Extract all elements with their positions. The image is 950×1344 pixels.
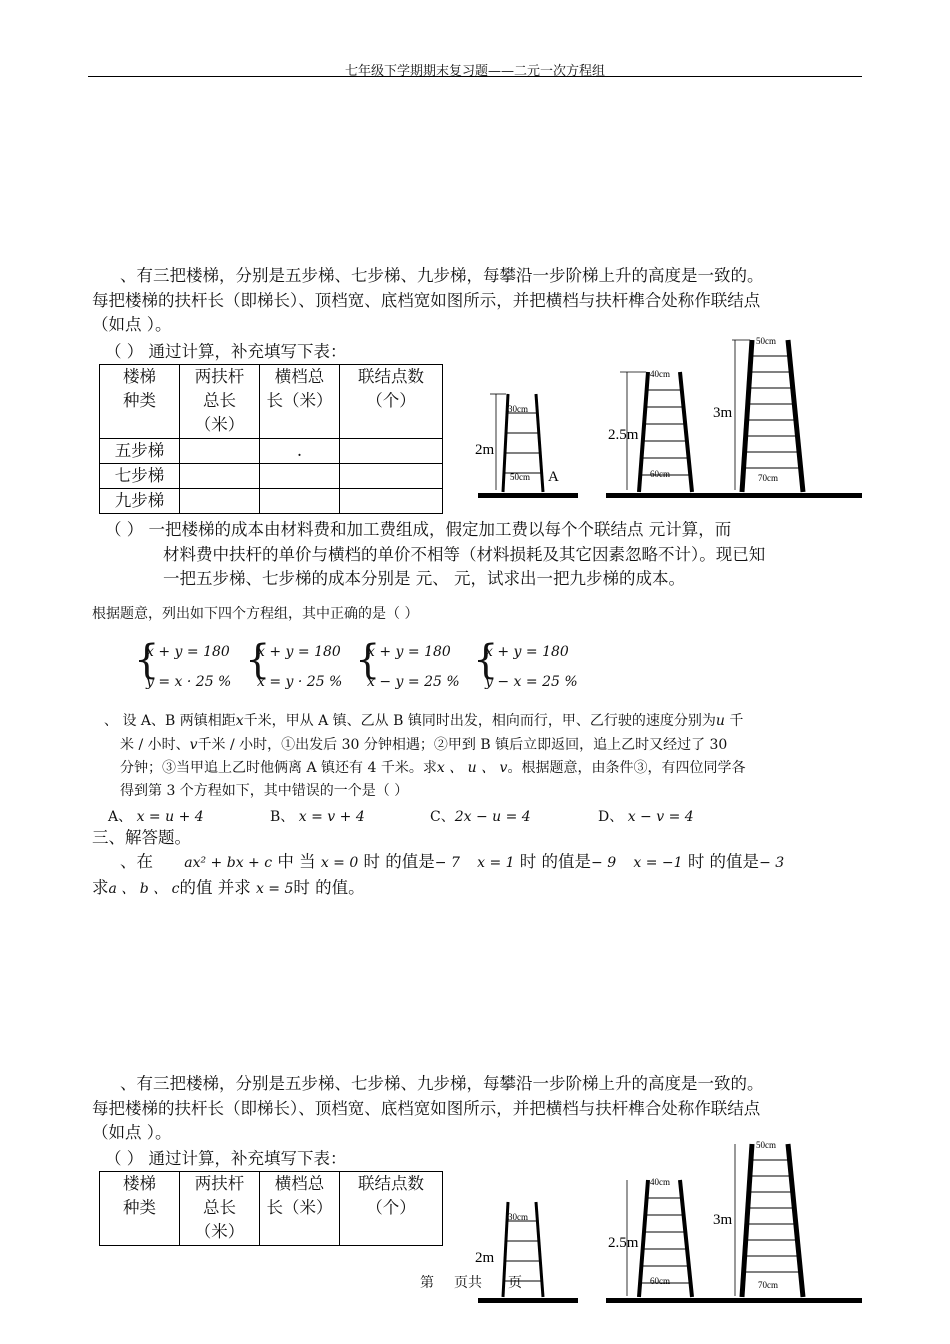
svg-text:60cm: 60cm [650,1276,670,1286]
option-b: B、 x = v + 4 [270,809,365,825]
svg-text:2.5m: 2.5m [608,427,639,443]
svg-text:3m: 3m [713,1212,733,1228]
svg-text:3m: 3m [713,405,733,421]
svg-text:2m: 2m [475,1250,495,1266]
ladders-figure-copy [470,1138,870,1314]
problem-line-1: 、有三把楼梯，分别是五步梯、七步梯、九步梯，每攀沿一步阶梯上升的高度是一致的。 [120,266,764,285]
svg-text:50cm: 50cm [510,472,530,482]
option-d: D、 x − v = 4 [598,809,694,825]
svg-text:2m: 2m [475,442,495,458]
row-label: 五步梯 [100,439,180,464]
svg-text:70cm: 70cm [758,1280,778,1290]
ladder-five-step [475,394,559,492]
svg-text:40cm: 40cm [650,369,670,379]
ladder-seven-step [608,369,692,492]
ladder-nine-step [713,336,803,492]
svg-text:30cm: 30cm [508,404,528,414]
choice-question: 根据题意，列出如下四个方程组，其中正确的是（ ） [92,606,419,622]
problem-line-3: （如点 ）。 [92,315,172,334]
svg-text:60cm: 60cm [650,469,670,479]
problem-line-2: 每把楼梯的扶杆长（即梯长）、顶档宽、底档宽如图所示，并把横档与扶杆榫合处称作联结点 [92,291,761,310]
option-c: C、2x − u = 4 [430,809,531,825]
svg-text:A: A [548,469,559,485]
section-heading: 三、解答题。 [92,828,191,847]
option-a: A、 x = u + 4 [108,809,204,825]
col-header-rail: 两扶杆 总长 （米） [180,365,260,439]
question-2-line-1: （ ） 一把楼梯的成本由材料费和加工费组成，假定加工费以每个个联结点 元计算，而 [105,520,732,539]
col-header-rung: 横档总 长（米） [260,365,340,439]
fill-table: 楼梯 种类 两扶杆 总长 （米） 横档总 长（米） 联结点数 （个） 五步梯 . 七步梯 九步梯 [99,364,443,514]
row-label: 九步梯 [100,489,180,514]
svg-text:50cm: 50cm [756,1140,776,1150]
svg-text:30cm: 30cm [508,1212,528,1222]
col-header-type: 楼梯 种类 [100,365,180,439]
question-2-line-3: 一把五步梯、七步梯的成本分别是 元、 元，试求出一把九步梯的成本。 [163,569,685,588]
row-label: 七步梯 [100,464,180,489]
question-1: （ ） 通过计算，补充填写下表： [105,342,347,361]
col-header-joints: 联结点数 （个） [340,365,443,439]
svg-text:40cm: 40cm [650,1177,670,1187]
svg-text:50cm: 50cm [756,336,776,346]
page-footer: 第 页共 页 [420,1275,522,1291]
page-header: 七年级下学期期末复习题——二元一次方程组 [344,64,605,79]
question-2-line-2: 材料费中扶杆的单价与横档的单价不相等（材料损耗及其它因素忽略不计）。现已知 [163,545,766,564]
svg-text:2.5m: 2.5m [608,1235,639,1251]
svg-text:70cm: 70cm [758,473,778,483]
fill-table-copy: 楼梯 种类 两扶杆 总长 （米） 横档总 长（米） 联结点数 （个） [99,1171,443,1246]
header-rule [88,76,862,77]
ladders-figure [470,330,870,510]
